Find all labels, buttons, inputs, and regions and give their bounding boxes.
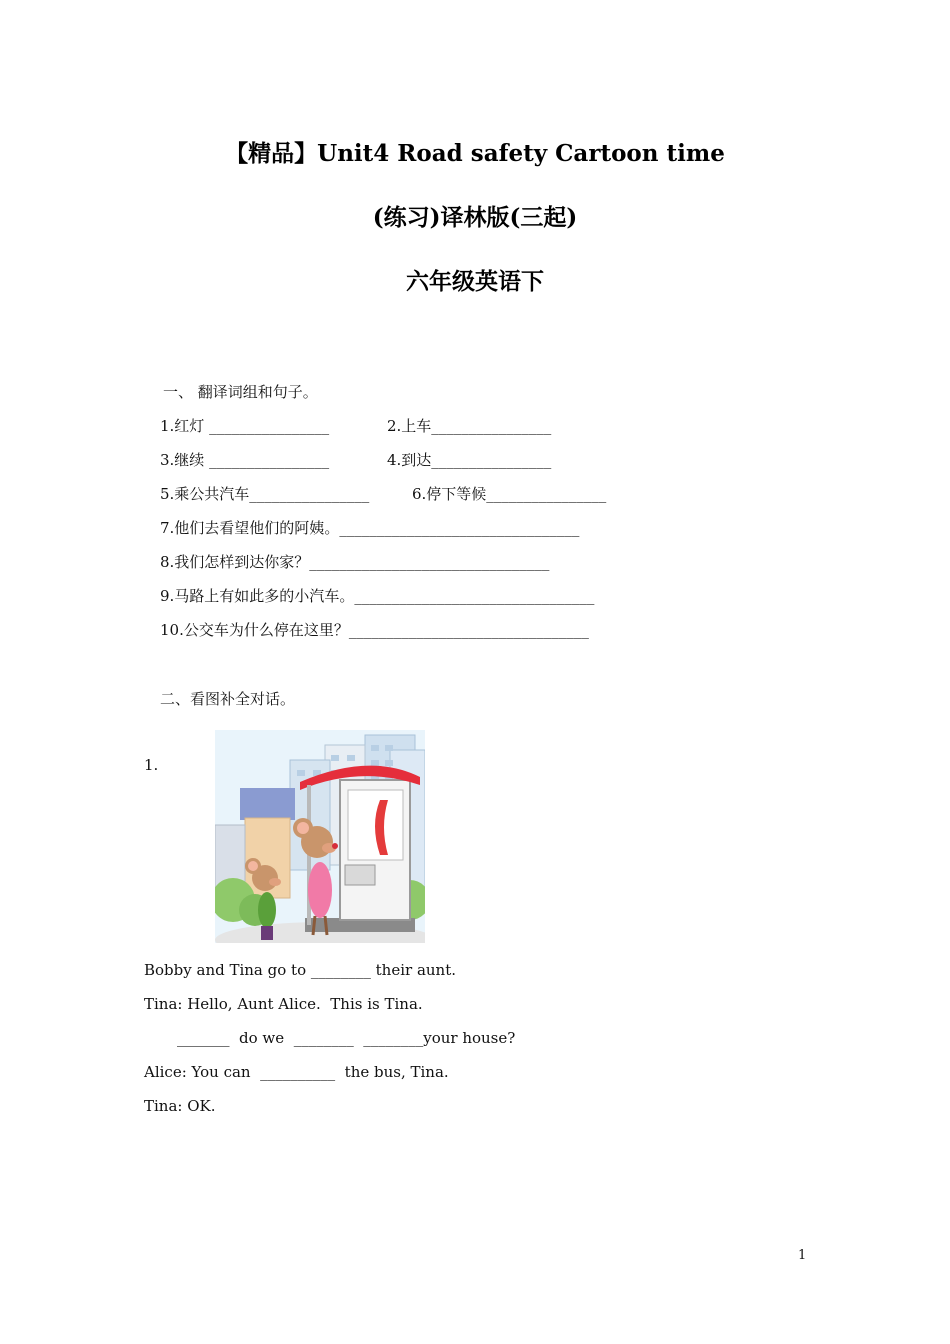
exercise-item-3: 3.继续 ________________ <box>160 451 330 469</box>
exercise-item-10: 10.公交车为什么停在这里？________________________________ <box>160 621 589 639</box>
exercise-item-6: 6.停下等候________________ <box>412 485 607 503</box>
title-line-3: 六年级英语下 <box>406 268 544 295</box>
dialogue-line-3: _______ do we ________ ________your house? <box>177 1029 516 1047</box>
exercise-item-1: 1.红灯 ________________ <box>160 417 330 435</box>
dialogue-line-2: Tina: Hello, Aunt Alice. This is Tina. <box>144 995 423 1013</box>
section-1-heading: 一、 翻译词组和句子。 <box>163 383 318 401</box>
exercise-item-8: 8.我们怎样到达你家？________________________________ <box>160 553 550 571</box>
exercise-item-7: 7.他们去看望他们的阿姨。________________________________ <box>160 519 580 537</box>
exercise-item-5: 5.乘公共汽车________________ <box>160 485 370 503</box>
title-line-1: 【精品】Unit4 Road safety Cartoon time <box>225 140 725 167</box>
exercise-item-9: 9.马路上有如此多的小汽车。________________________________ <box>160 587 595 605</box>
title-line-2: (练习)译林版(三起) <box>372 204 578 231</box>
question-number: 1. <box>144 756 159 774</box>
dialogue-line-5: Tina: OK. <box>144 1097 216 1115</box>
exercise-item-2: 2.上车________________ <box>387 417 552 435</box>
phone-booth-illustration <box>215 730 425 943</box>
dialogue-line-4: Alice: You can __________ the bus, Tina. <box>144 1063 449 1081</box>
section-2-heading: 二、看图补全对话。 <box>160 690 296 708</box>
dialogue-line-1: Bobby and Tina go to ________ their aunt. <box>144 961 457 979</box>
exercise-item-4: 4.到达________________ <box>387 451 552 469</box>
page-number: 1 <box>798 1248 807 1263</box>
